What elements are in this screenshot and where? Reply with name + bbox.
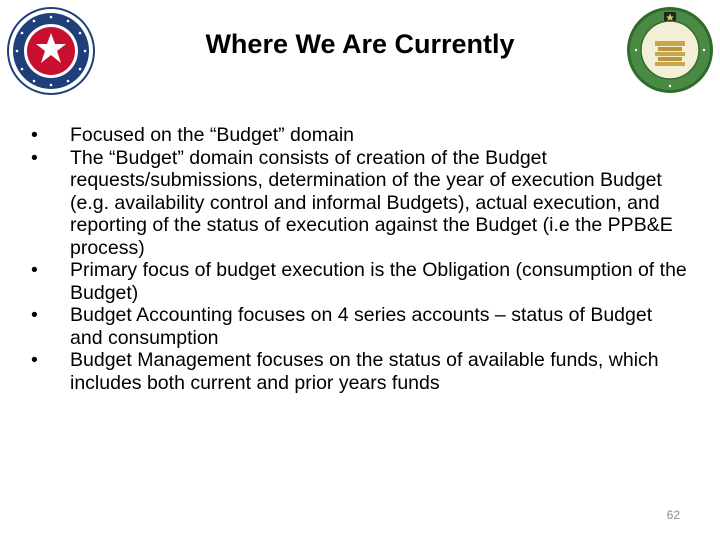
page-number: 62 <box>666 508 680 522</box>
bullet-glyph: • <box>31 304 38 326</box>
bullet-item <box>28 147 688 260</box>
bullet-glyph: • <box>31 259 38 281</box>
bullet-glyph: • <box>31 146 38 169</box>
bullet-glyph: • <box>31 124 38 146</box>
slide-title: Where We Are Currently <box>205 29 515 59</box>
bullet-text: The “Budget” domain consists of creation of the Budget requests/submissions, determination of the year of execution Budget (e.g. availability control and informal Budgets), actual execution, and reporting of the status of execution against the Budget (i.e the PPB&E process) <box>70 146 673 259</box>
bullet-item <box>28 304 688 349</box>
bullet-text: Budget Accounting focuses on 4 series accounts – status of Budget and consumption <box>70 304 653 349</box>
bullet-item <box>28 259 688 304</box>
bullet-text: Focused on the “Budget” domain <box>70 124 355 146</box>
bullet-text: Budget Management focuses on the status of available funds, which includes both current and prior years funds <box>70 349 659 394</box>
bullet-list <box>28 124 688 394</box>
army-financial-management-seal-icon <box>626 6 714 94</box>
bullet-item <box>28 349 688 394</box>
bullet-text: Primary focus of budget execution is the Obligation (consumption of the Budget) <box>70 259 687 304</box>
army-secretariat-seal-icon <box>6 6 96 96</box>
bullet-item <box>28 124 688 147</box>
bullet-glyph: • <box>31 349 38 371</box>
